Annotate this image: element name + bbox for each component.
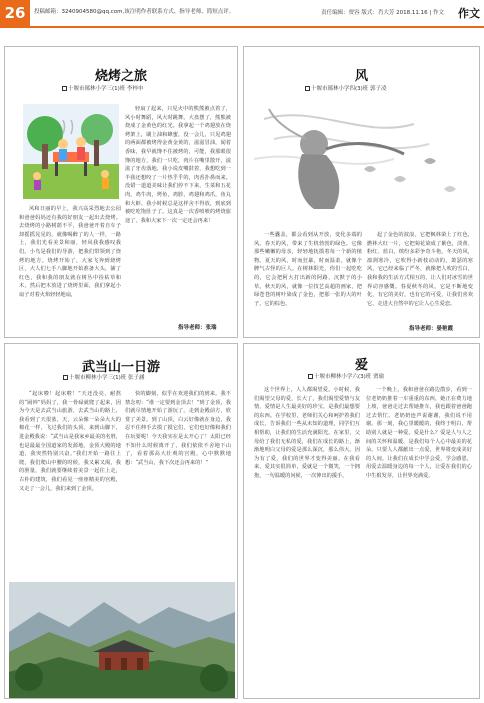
article-barbecue	[4, 46, 238, 338]
submission-info: 投稿邮箱：3240904580@qq.com,该注明作者联系方式、指导老师、简短点评。	[34, 9, 235, 15]
article-column-left: 风和日丽的早上，我兴高采烈地去公园和爸爸妈妈还有我的好朋友一起出去烧烤。去烧烤的小路树荫不平，我爸爸开着自车子却摇摇晃晃的，就像喝醉了的人一样，一路上，我们光看美景和丽，轻风我我感叹我们。小鸟是我们的导游，把我们带领到了烧烤的地方。烧烤开始了，大家飞奔到烧烤区，大人们七手八脚地开始准备大头，铺了红色，我和我的朋友就在树丛中捡枯草和木，然后把木放进了烧烤里面，我们拿起小扇子对着火焰轻轻地扇，	[19, 206, 121, 298]
article-title: 武当山一日游	[81, 360, 160, 375]
editor-info: 责任编辑：贾容 版式：肖大芳 2018.11.16 | 作文	[321, 10, 444, 16]
article-title: 烧烤之旅	[94, 69, 147, 84]
byline-text: 十堰市郧林小学三(1)班 李梓申	[68, 86, 144, 92]
article-byline	[62, 84, 144, 92]
article-column-right: 轻扇了起来，只见火中的熊熊被点着了，风小时舞蹈，风大时跳舞。大盘摆了，熊熊被烧成了金黄色的红光。我拿起一个鸡翅放在烧烤架上，刷上油和蜂蜜，没一会儿，只见鸡翅的两面都被烤得金黄金黄的，滋滋冒油，闻着香味，我早就馋不住被烤的，可能，我那眼很馋的地方，我们一只吃，肉片在嘴里散开，滋滋了牙齿落地，我小说皮嘴鼓着，我想吃到一半我还想咬了一片热乎乎的，肉香扑鼻而来。没错一道道美味让我们停不下来，生菜和五花肉，鸡牛肉，烤鱼，鸡胗，鸡翅和鸡爪，鱼丸和大虾。我小时候总是这样舍不得放，到底到被吃吃饱肚子了。这真是一次香喷喷的烤烧旅途了，我和大家下一次一定还会再来！	[125, 106, 231, 224]
article-wind	[243, 46, 480, 338]
article-column-left: “起床啦！起床啦！”天还没亮，耐熬的“闹钟”妈妈了，我一骨碌就爬了起来，因为今天是去武当山旅游，去武当山的路上，我看到了天很蓝，天，云朵像一朵朵大大的棉花一样，飞过我们的头顶。来到山脚下，进金殿我说：“武当山是我家乡最美的名胜，也是最最全国道家的发源地。金顶大殿的地道，我突然特别兴奋。”我们开始一路往上爬，我们爬山中腰的时候，我又累又渴，我的胆量，我们就要继续着美景一起往上走，古朴的建筑，我们看见一座座精美的宫殿，又走了一会儿，我们来到了金顶。	[19, 391, 121, 492]
section-name: 作文	[458, 7, 480, 20]
article-column-left: 这个世界上，人人都渴望爱。小时候，我们渴望父母的爱，长大了，我们渴望爱情与友情，爱情是人生最美好的珍宝，是我们最想要的东西。在学校里，老师们关心和呵护着我们成长，告诉我们一些从未知的道理，同学们互相帮助，让我们的生活充满阳光。在家里，父母给了我们无私的爱，我们在成长的路上，渐渐地明白父母的爱是那么深沉，那么伟大。因为有了爱，我们的世界才变得美丽。在我看来，爱其实很简单，爱就是一个微笑，一个拥抱，一句温暖的问候，一次伸出的援手。	[254, 387, 360, 479]
header-rule	[0, 26, 484, 28]
byline-square-icon	[305, 86, 310, 91]
article-title: 爱	[354, 358, 368, 373]
barbecue-illustration	[23, 104, 119, 199]
article-column-right: 一个晚上，我和爸爸在路边散步，看到一位老奶奶推着一车重重的东西，她正在费力地上坡，爸爸走过去帮她推车，我也跟着爸爸跑过去帮忙。老奶奶连声说谢谢，我们说不用谢。那一刻，我心里暖暖的，我终于明白，帮助别人就是一种爱。爱是什么？爱是人与人之间的关怀和温暖，是我们每个人心中最美的花朵。只要人人都献出一点爱，世界将变成美好的人间。让我们在成长中学会爱，学会感恩，用爱去温暖身边的每一个人，让爱在我们的心中生根发芽，让世界充满爱。	[366, 387, 472, 479]
article-love	[243, 343, 480, 699]
byline-square-icon	[63, 375, 68, 380]
byline-square-icon	[308, 374, 313, 379]
wudang-mountain-photo	[9, 582, 235, 698]
byline-square-icon	[62, 86, 67, 91]
byline-text: 十堰市柳林小学六(3)班 贾瑜	[314, 374, 385, 380]
wind-illustration	[254, 99, 474, 227]
byline-text: 十堰市柳林小学三(1)班 张子涵	[69, 375, 145, 381]
article-wudang	[4, 343, 238, 699]
article-column-right: 快的脚刻，似乎在欢迎我们的到来。我不禁念叨：“谁一定要到金顶去！”到了金顶，我们就尽情地开始了游玩了。走到金殿前方，欣赏了美景。到了山顶，白云好像就在身边，我忍不住伸手去摸了摸它们，它们也好像和我们在玩耍呢！今天我实在是太开心了！太阳已经不知什么时候离开了，我们依依不舍地下山了，看着那高大壮观的宫殿，心中默默地想：“武当山，我下次还会再来的！”	[125, 391, 231, 466]
article-title: 风	[354, 69, 368, 84]
byline-text: 十堰市郧林小学四(3)班 郭子凌	[311, 86, 387, 92]
page-number: 26	[0, 0, 30, 26]
tutor-credit: 指导老师：张瑞	[178, 325, 217, 331]
article-byline	[305, 84, 387, 92]
article-byline	[63, 373, 145, 381]
tutor-credit: 指导老师：晏艳霞	[409, 326, 454, 332]
article-column-left: 一些囊盖，都会看到从开放，变化多端的风。春天的风，带来了生机勃勃的绿色。它像那些嫩嫩的母亲，轻轻地抚摸着每一个新的植物。夏天的风，时而狂暴，时而温柔。就像个脾气古怪的巨人。在树林阳光，你们一起吃吃的，它会把阿大打出新的阿路，沉默于的小草。秋天的风，就像一位技艺高超的画家，把绿苍苍的树叶染成了金色，把那一张的大的叶子，它的棕色，	[254, 232, 362, 307]
page-header	[0, 0, 484, 26]
article-column-right: 起了金色的波浪，它把枫林染上了红色，燃林大红一片，它把菊花染成了紫色，淡黄、粉红、蓝白，缤纷多彩争奇斗艳。冬天的风，凛冽寒冷，它吹得小新枝动动的，萧瑟的寒风，它已经来临了严冬，就像把人吹的雪白，我和我的生活方式相互的，让人们对冰雪的世界动容感慨。春夏秋冬的风，它是不断地变化，有它的美好，也有它的可爱，让我们喜欢它，走进大自然中的它让人心生爱恋。	[367, 232, 473, 307]
article-byline	[308, 372, 384, 380]
